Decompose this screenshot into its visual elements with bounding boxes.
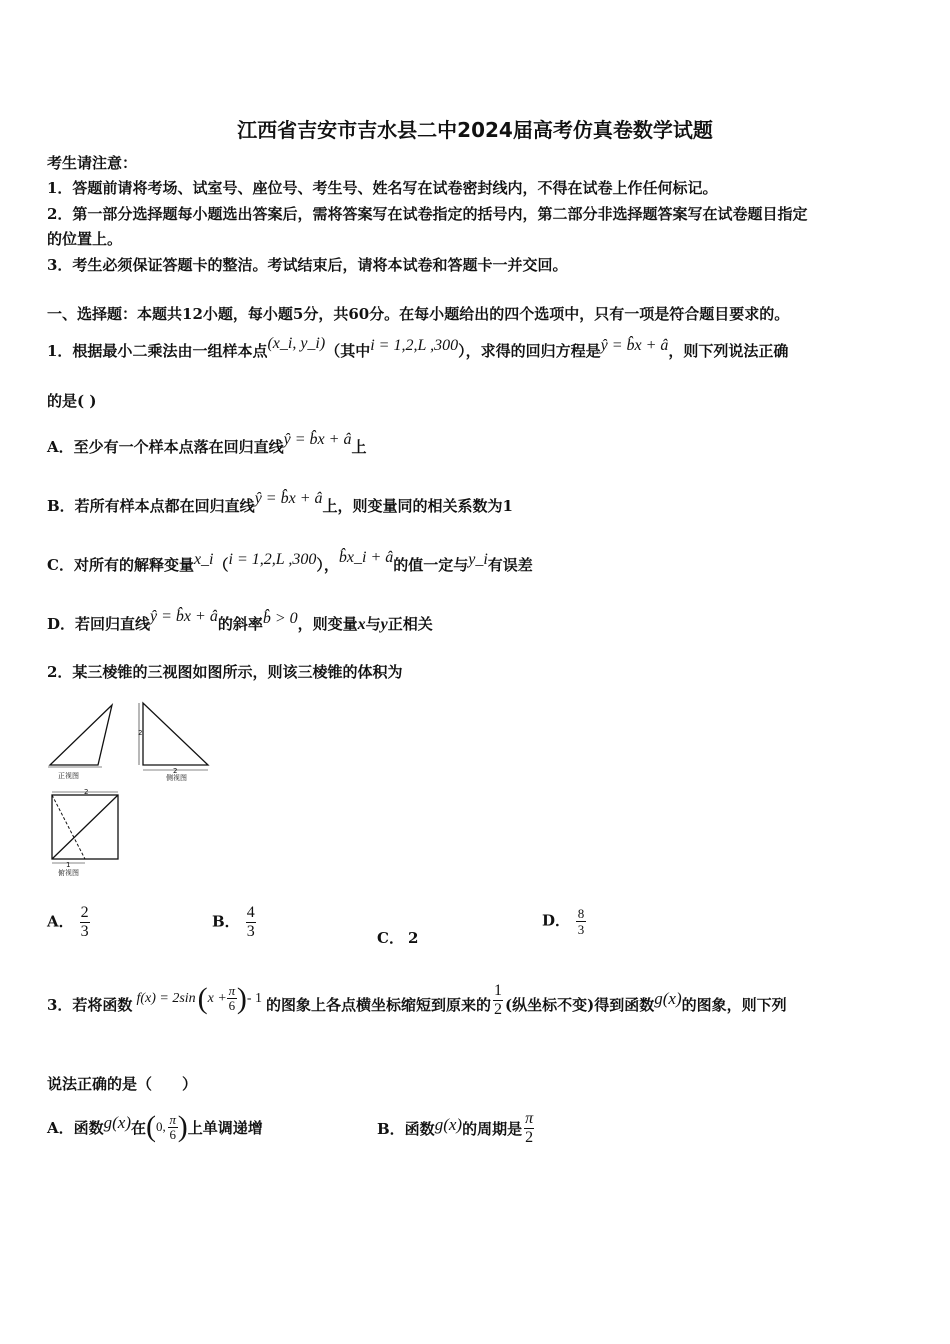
q3-option-a-g: g(x): [103, 1113, 132, 1132]
q3-option-b-pi: π: [525, 1110, 534, 1127]
top-view-width-dim: 2: [84, 788, 89, 796]
q1-option-a-tail: 上: [351, 438, 367, 456]
side-view-width-dim: 2: [173, 767, 178, 775]
q3-option-a-zero: 0,: [156, 1119, 166, 1134]
q2-option-d-label: D．: [542, 911, 571, 930]
q1-stem-b: （其中: [325, 342, 371, 360]
q1-option-c-text: C．对所有的解释变量: [47, 556, 194, 574]
q1-option-c-close: ），: [316, 556, 339, 574]
q1-option-d-text: D．若回归直线: [47, 615, 151, 633]
q1-option-d-tail: 正相关: [387, 615, 433, 633]
q1-option-b-tail: 上，则变量同的相关系数为1: [322, 497, 513, 515]
q2-option-d[interactable]: [542, 906, 586, 937]
q3-half-num: 1: [494, 982, 503, 999]
q2-option-a-label: A．: [47, 912, 74, 931]
q3-option-a-text: A．函数: [47, 1118, 104, 1137]
q2-option-c[interactable]: [377, 927, 418, 948]
q1-option-d-eq: ŷ = b̂x + â: [150, 608, 218, 625]
q1-option-b[interactable]: [47, 490, 513, 516]
q2-option-b-den: 3: [246, 923, 255, 940]
q2-option-b-num: 4: [246, 904, 255, 921]
q3-stem-cont: 说法正确的是（ ）: [47, 1075, 198, 1093]
q1-regression-eq: ŷ = b̂x + â: [600, 337, 669, 354]
q1-option-c-index: i = 1,2,L ,300: [228, 551, 317, 568]
side-view-label: 侧视图: [166, 774, 187, 782]
front-view-label: 正视图: [58, 772, 79, 780]
top-view-half-dim: 1: [66, 861, 71, 869]
q1-option-a-text: A．至少有一个样本点落在回归直线: [47, 438, 284, 456]
q3-option-b-text: B．函数: [377, 1120, 435, 1138]
q1-option-c-tail: 有误差: [487, 556, 533, 574]
q3-option-a-pi: π: [169, 1111, 177, 1127]
q1-option-c-y: y_i: [468, 551, 488, 568]
notice-item-1: 1．答题前请将考场、试室号、座位号、考生号、姓名写在试卷密封线内，不得在试卷上作任何标记。: [47, 179, 718, 197]
q3-function-suffix: - 1: [246, 990, 263, 1006]
notice-item-3: 3．考生必须保证答题卡的整洁。考试结束后，请将本试卷和答题卡一并交回。: [47, 256, 568, 274]
q1-option-c-expr: b̂x_i + â: [338, 549, 394, 566]
q3-option-a-six: 6: [169, 1126, 177, 1142]
q2-option-b[interactable]: [212, 904, 256, 941]
q1-stem-d: ，则下列说法正确: [668, 342, 789, 360]
q3-option-a-in: 在: [131, 1118, 147, 1137]
q1-option-b-eq: ŷ = b̂x + â: [254, 490, 323, 507]
q3-option-a-tail: 上单调递增: [187, 1118, 263, 1137]
notice-item-2-cont: 的位置上。: [47, 230, 123, 248]
q2-option-a-num: 2: [80, 904, 89, 921]
q1-option-d-y: y: [380, 616, 388, 633]
side-view-triangle: [143, 703, 208, 765]
q1-option-a[interactable]: [47, 431, 367, 457]
q1-option-d[interactable]: [47, 608, 433, 634]
q3-function-prefix: f(x) = 2sin: [136, 990, 196, 1006]
page-title: 江西省吉安市吉水县二中2024届高考仿真卷数学试题: [237, 118, 713, 142]
q2-option-c-label: C．: [377, 929, 404, 947]
q2-option-b-label: B．: [212, 912, 240, 931]
q3-stem-c: (纵坐标不变)得到函数: [505, 996, 655, 1014]
section-heading: 一、选择题：本题共12小题，每小题5分，共60分。在每小题给出的四个选项中，只有一项是符合题目要求的。: [47, 305, 790, 323]
q1-option-b-text: B．若所有样本点都在回归直线: [47, 497, 255, 515]
question-1-stem: [47, 335, 789, 361]
q1-stem-cont: 的是( ): [47, 392, 97, 410]
q2-option-d-den: 3: [577, 922, 585, 937]
q1-option-c[interactable]: [47, 549, 533, 575]
q3-option-b-period: 的周期是: [462, 1120, 523, 1138]
q1-index-range: i = 1,2,L ,300: [370, 337, 459, 354]
q1-sample-point: (x_i, y_i): [267, 335, 326, 352]
q1-stem-c: ），求得的回归方程是: [458, 342, 601, 360]
q3-stem-b: 的图象上各点横坐标缩短到原来的: [266, 996, 492, 1014]
q1-option-d-and: 与: [365, 615, 381, 633]
q3-option-a-paren-left: (: [146, 1110, 157, 1143]
q3-paren-left: (: [197, 981, 208, 1015]
top-view-hidden-edge: [52, 795, 85, 859]
q3-six: 6: [228, 998, 236, 1013]
q3-option-b-g: g(x): [434, 1114, 463, 1134]
q1-option-d-mid: ，则变量: [297, 615, 358, 633]
q1-stem-a: 1．根据最小二乘法由一组样本点: [47, 342, 268, 360]
q3-option-b-den: 2: [525, 1129, 534, 1146]
q3-function-inner: x +: [207, 990, 227, 1006]
question-2-stem: 2．某三棱锥的三视图如图所示，则该三棱锥的体积为: [47, 663, 403, 681]
question-3-stem: [47, 981, 787, 1023]
q1-option-c-mid: 的值一定与: [393, 556, 469, 574]
q3-option-a[interactable]: [47, 1110, 263, 1144]
side-view-height-dim: 2: [138, 729, 143, 737]
front-view-triangle: [50, 705, 112, 765]
q1-option-c-paren: （: [213, 556, 229, 574]
q1-option-d-cond: b̂ > 0: [262, 610, 298, 627]
q3-half-den: 2: [494, 1001, 503, 1018]
q2-option-d-num: 8: [577, 906, 585, 921]
q2-option-a[interactable]: [47, 904, 90, 941]
three-view-figure: [40, 695, 230, 885]
notice-heading: 考生请注意：: [47, 154, 138, 172]
q1-option-d-x: x: [357, 616, 366, 633]
q3-stem-d: 的图象，则下列: [681, 996, 787, 1014]
top-view-label: 俯视图: [58, 869, 79, 877]
q2-option-c-value: 2: [407, 929, 419, 947]
q3-stem-a: 3．若将函数: [47, 996, 133, 1014]
q1-option-a-eq: ŷ = b̂x + â: [283, 431, 352, 448]
q3-option-a-paren-right: ): [177, 1110, 188, 1143]
q3-pi: π: [228, 983, 236, 998]
notice-item-2: 2．第一部分选择题每小题选出答案后，需将答案写在试卷指定的括号内，第二部分非选择题答案写在试卷题目指定: [47, 205, 808, 223]
top-view-diagonal: [52, 795, 118, 859]
q3-paren-right: ): [236, 981, 247, 1015]
q1-option-c-x: x_i: [193, 551, 214, 568]
q1-option-d-slope: 的斜率: [217, 615, 263, 633]
q3-g-of-x: g(x): [654, 988, 682, 1008]
q2-option-a-den: 3: [80, 923, 89, 940]
q3-option-b[interactable]: [377, 1110, 534, 1147]
